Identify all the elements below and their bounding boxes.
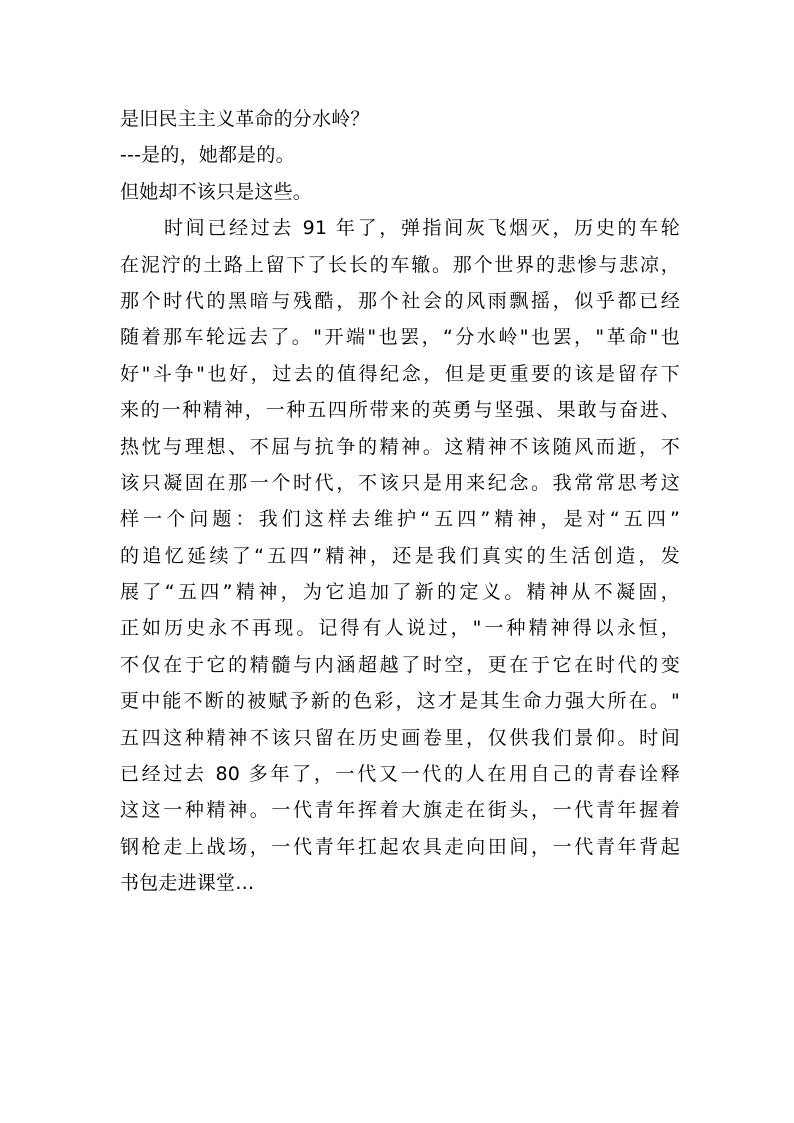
text-line: 那个时代的黑暗与残酷，那个社会的风雨飘摇，似乎都已经 [120,289,680,312]
text-line: ---是的，她都是的。 [120,144,295,167]
body-text [120,101,680,902]
text-line: 钢枪走上战场，一代青年扛起农具走向田间，一代青年背起 [120,835,680,858]
text-line: 来的一种精神，一种五四所带来的英勇与坚强、果敢与奋进、 [120,399,680,422]
text-line: 已经过去 80 多年了，一代又一代的人在用自己的青春诠释 [120,763,680,786]
paragraph-first-line: 时间已经过去 91 年了，弹指间灰飞烟灭，历史的车轮 [164,217,680,240]
text-line: 不仅在于它的精髓与内涵超越了时空，更在于它在时代的变 [120,653,680,676]
text-line: 展了“五四”精神，为它追加了新的定义。精神从不凝固， [120,581,680,604]
text-line: 这这一种精神。一代青年挥着大旗走在街头，一代青年握着 [120,799,680,822]
text-line-last: 书包走进课堂… [120,872,255,895]
text-line: 在泥泞的土路上留下了长长的车辙。那个世界的悲惨与悲凉， [120,253,680,276]
text-line: 的追忆延续了“五四”精神，还是我们真实的生活创造，发 [120,544,680,567]
text-line: 但她却不该只是这些。 [120,180,313,203]
text-line: 是旧民主主义革命的分水岭？ [120,108,370,130]
text-line: 该只凝固在那一个时代，不该只是用来纪念。我常常思考这 [120,471,680,494]
text-line: 热忱与理想、不屈与抗争的精神。这精神不该随风而逝，不 [120,435,680,458]
text-line: 好"斗争"也好，过去的值得纪念，但是更重要的该是留存下 [120,362,680,385]
text-line: 样一个问题：我们这样去维护“五四”精神，是对“五四” [120,508,680,531]
text-line: 五四这种精神不该只留在历史画卷里，仅供我们景仰。时间 [120,726,680,749]
text-line: 更中能不断的被赋予新的色彩，这才是其生命力强大所在。" [120,690,680,713]
text-line: 随着那车轮远去了。"开端"也罢，“分水岭"也罢，"革命"也 [120,326,680,349]
text-line: 正如历史永不再现。记得有人说过，"一种精神得以永恒， [120,617,680,640]
